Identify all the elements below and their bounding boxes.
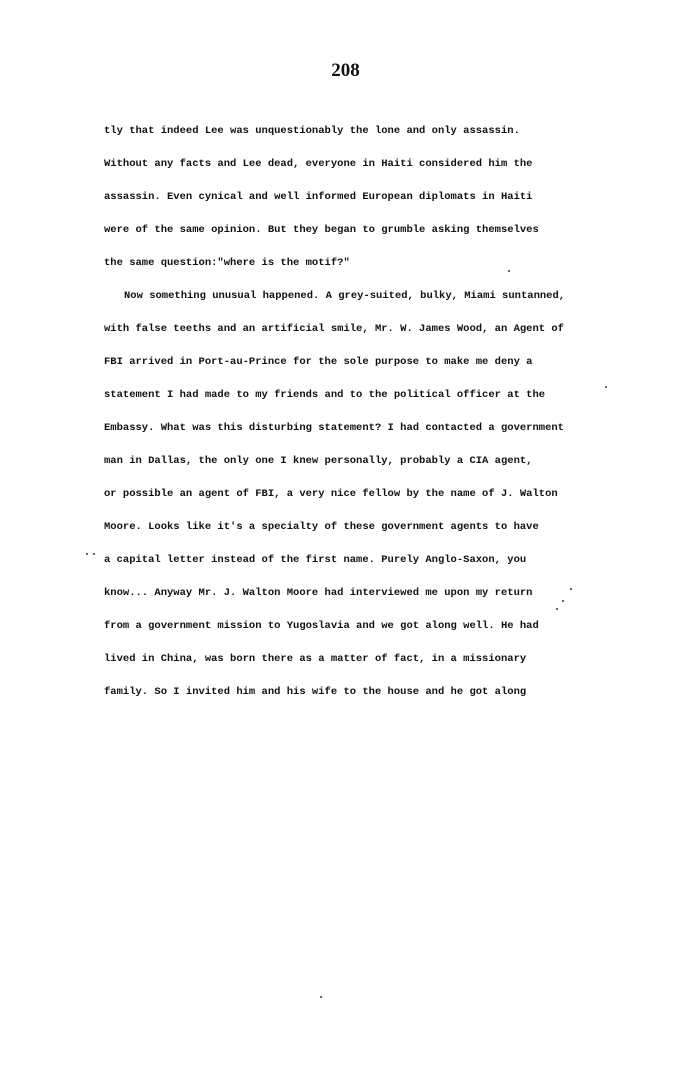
text-line: Now something unusual happened. A grey-suited, bulky, Miami suntanned, (124, 290, 566, 302)
scan-speck (93, 553, 95, 555)
text-line: Embassy. What was this disturbing statement? I had contacted a government (104, 422, 564, 434)
text-line: statement I had made to my friends and to the political officer at the (104, 389, 546, 401)
page-number: 208 (331, 60, 360, 81)
text-line: or possible an agent of FBI, a very nice fellow by the name of J. Walton (104, 488, 558, 500)
scan-speck (86, 553, 88, 555)
text-line: family. So I invited him and his wife to the house and he got along (104, 686, 527, 698)
text-line: know... Anyway Mr. J. Walton Moore had interviewed me upon my return (104, 587, 533, 599)
scan-speck (556, 608, 558, 610)
text-line: Without any facts and Lee dead, everyone in Haiti considered him the (104, 158, 533, 170)
text-line: lived in China, was born there as a matter of fact, in a missionary (104, 653, 527, 665)
text-line: the same question:"where is the motif?" (104, 257, 350, 269)
text-line: were of the same opinion. But they began to grumble asking themselves (104, 224, 539, 236)
scan-speck (570, 588, 572, 590)
text-line: assassin. Even cynical and well informed European diplomats in Haiti (104, 191, 533, 203)
text-line: tly that indeed Lee was unquestionably the lone and only assassin. (104, 125, 520, 137)
scan-speck (562, 600, 564, 602)
text-line: man in Dallas, the only one I knew personally, probably a CIA agent, (104, 455, 533, 467)
text-line: Moore. Looks like it's a specialty of these government agents to have (104, 521, 539, 533)
text-line: a capital letter instead of the first name. Purely Anglo-Saxon, you (104, 554, 527, 566)
scan-speck (508, 270, 510, 272)
text-line: FBI arrived in Port-au-Prince for the sole purpose to make me deny a (104, 356, 533, 368)
scan-speck (605, 386, 607, 388)
text-line: from a government mission to Yugoslavia and we got along well. He had (104, 620, 539, 632)
text-line: with false teeths and an artificial smile, Mr. W. James Wood, an Agent of (104, 323, 564, 335)
body-text (104, 115, 604, 709)
scan-speck (320, 996, 322, 998)
